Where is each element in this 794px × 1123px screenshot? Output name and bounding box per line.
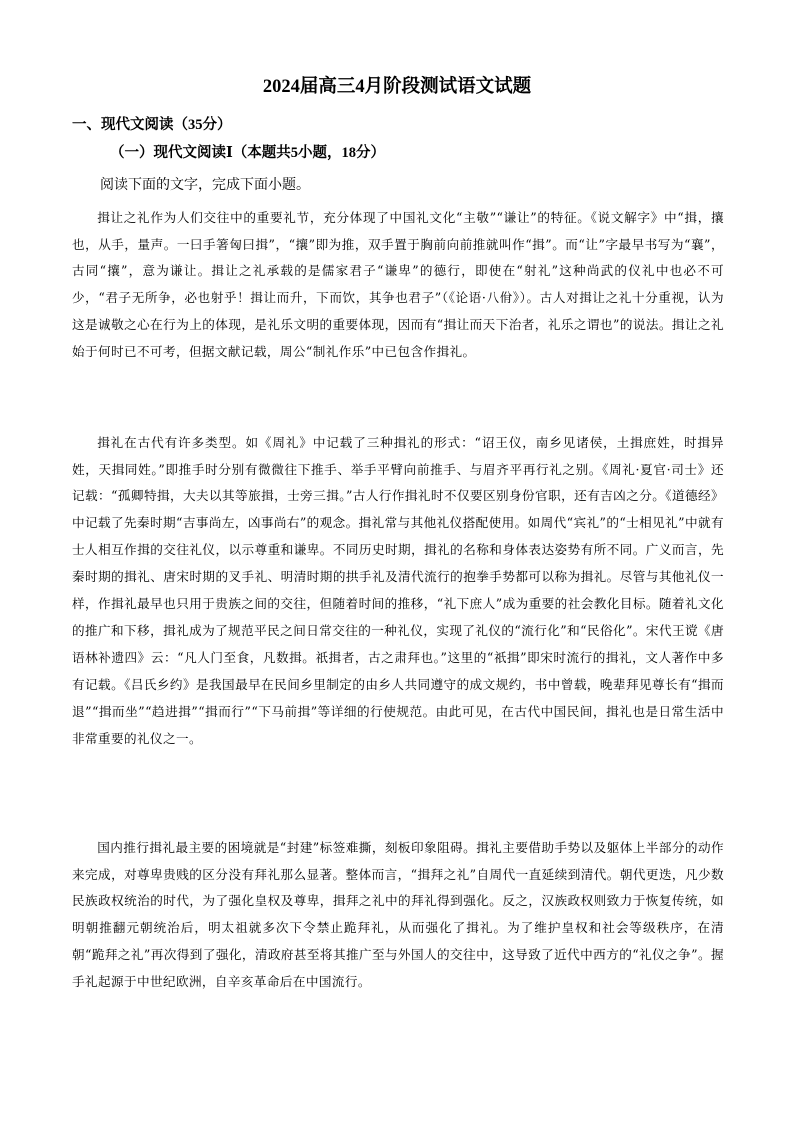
passage-paragraph-2: 揖礼在古代有许多类型。如《周礼》中记载了三种揖礼的形式：“诏王仪，南乡见诸侯，土揖庶姓，时揖异姓，天揖同姓。”即推手时分别有微微往下推手、举手平臂向前推手、与眉齐平再行礼之别。《周礼·夏官·司士》还记载：“孤卿特揖，大夫以其等旅揖，士旁三揖。”古人行作揖礼时不仅要区别身份官职，还有吉凶之分。《道德经》中记载了先秦时期“吉事尚左，凶事尚右”的观念。揖礼常与其他礼仪搭配使用。如周代“宾礼”的“士相见礼”中就有士人相互作揖的交往礼仪，以示尊重和谦卑。不同历史时期，揖礼的名称和身体表达姿势有所不同。广义而言，先秦时期的揖礼、唐宋时期的叉手礼、明清时期的拱手礼及清代流行的抱拳手势都可以称为揖礼。尽管与其他礼仪一样，作揖礼最早也只用于贵族之间的交往，但随着时间的推移，“礼下庶人”成为重要的社会教化目标。随着礼文化的推广和下移，揖礼成为了规范平民之间日常交往的一种礼仪，实现了礼仪的“流行化”和“民俗化”。宋代王谠《唐语林补遗四》云：“凡人门至食，凡数揖。祇揖者，古之肃拜也。”这里的“祇揖”即宋时流行的揖礼，文人著作中多有记载。《吕氏乡约》是我国最早在民间乡里制定的由乡人共同遵守的成文规约，书中曾载，晚辈拜见尊长有“揖而退”“揖而坐”“趋进揖”“揖而行”“下马前揖”等详细的行使规范。由此可见，在古代中国民间，揖礼也是日常生活中非常重要的礼仪之一。 xyxy=(72,434,724,746)
passage-paragraph-1: 揖让之礼作为人们交往中的重要礼节，充分体现了中国礼文化“主敬”“谦让”的特征。《说文解字》中“揖，攘也，从手，量声。一曰手箸匈曰揖”，“攘”即为推，双手置于胸前向前推就叫作“揖”。而“让”字最早书写为“襄”，古同“攘”，意为谦让。揖让之礼承载的是儒家君子“谦卑”的德行，即使在“射礼”这种尚武的仪礼中也必不可少，“君子无所争，必也射乎！揖让而升，下而饮，其争也君子”（《论语·八佾》）。古人对揖让之礼十分重视，认为这是诚敬之心在行为上的体现，是礼乐文明的重要体现，因而有“揖让而天下治者，礼乐之谓也”的说法。揖让之礼始于何时已不可考，但据文献记载，周公“制礼作乐”中已包含作揖礼。 xyxy=(72,209,724,360)
section-heading: 一、现代文阅读（35分） xyxy=(72,117,232,133)
reading-instruction: 阅读下面的文字，完成下面小题。 xyxy=(100,177,310,193)
subsection-heading: （一）现代文阅读Ⅰ（本题共5小题，18分） xyxy=(110,145,386,161)
page-title: 2024届高三4月阶段测试语文试题 xyxy=(262,77,532,97)
passage-paragraph-3: 国内推行揖礼最主要的困境就是“封建”标签难撕，刻板印象阻碍。揖礼主要借助手势以及躯体上半部分的动作来完成，对尊卑贵贱的区分没有拜礼那么显著。整体而言，“揖拜之礼”自周代一直延续到清代。朝代更迭，凡少数民族政权统治的时代，为了强化皇权及尊卑，揖拜之礼中的拜礼得到强化。反之，汉族政权则致力于恢复传统，如明朝推翻元朝统治后，明太祖就多次下令禁止跪拜礼，从而强化了揖礼。为了维护皇权和社会等级秩序，在清朝“跪拜之礼”再次得到了强化，清政府甚至将其推广至与外国人的交往中，这导致了近代中西方的“礼仪之争”。握手礼起源于中世纪欧洲，自辛亥革命后在中国流行。 xyxy=(72,839,724,990)
